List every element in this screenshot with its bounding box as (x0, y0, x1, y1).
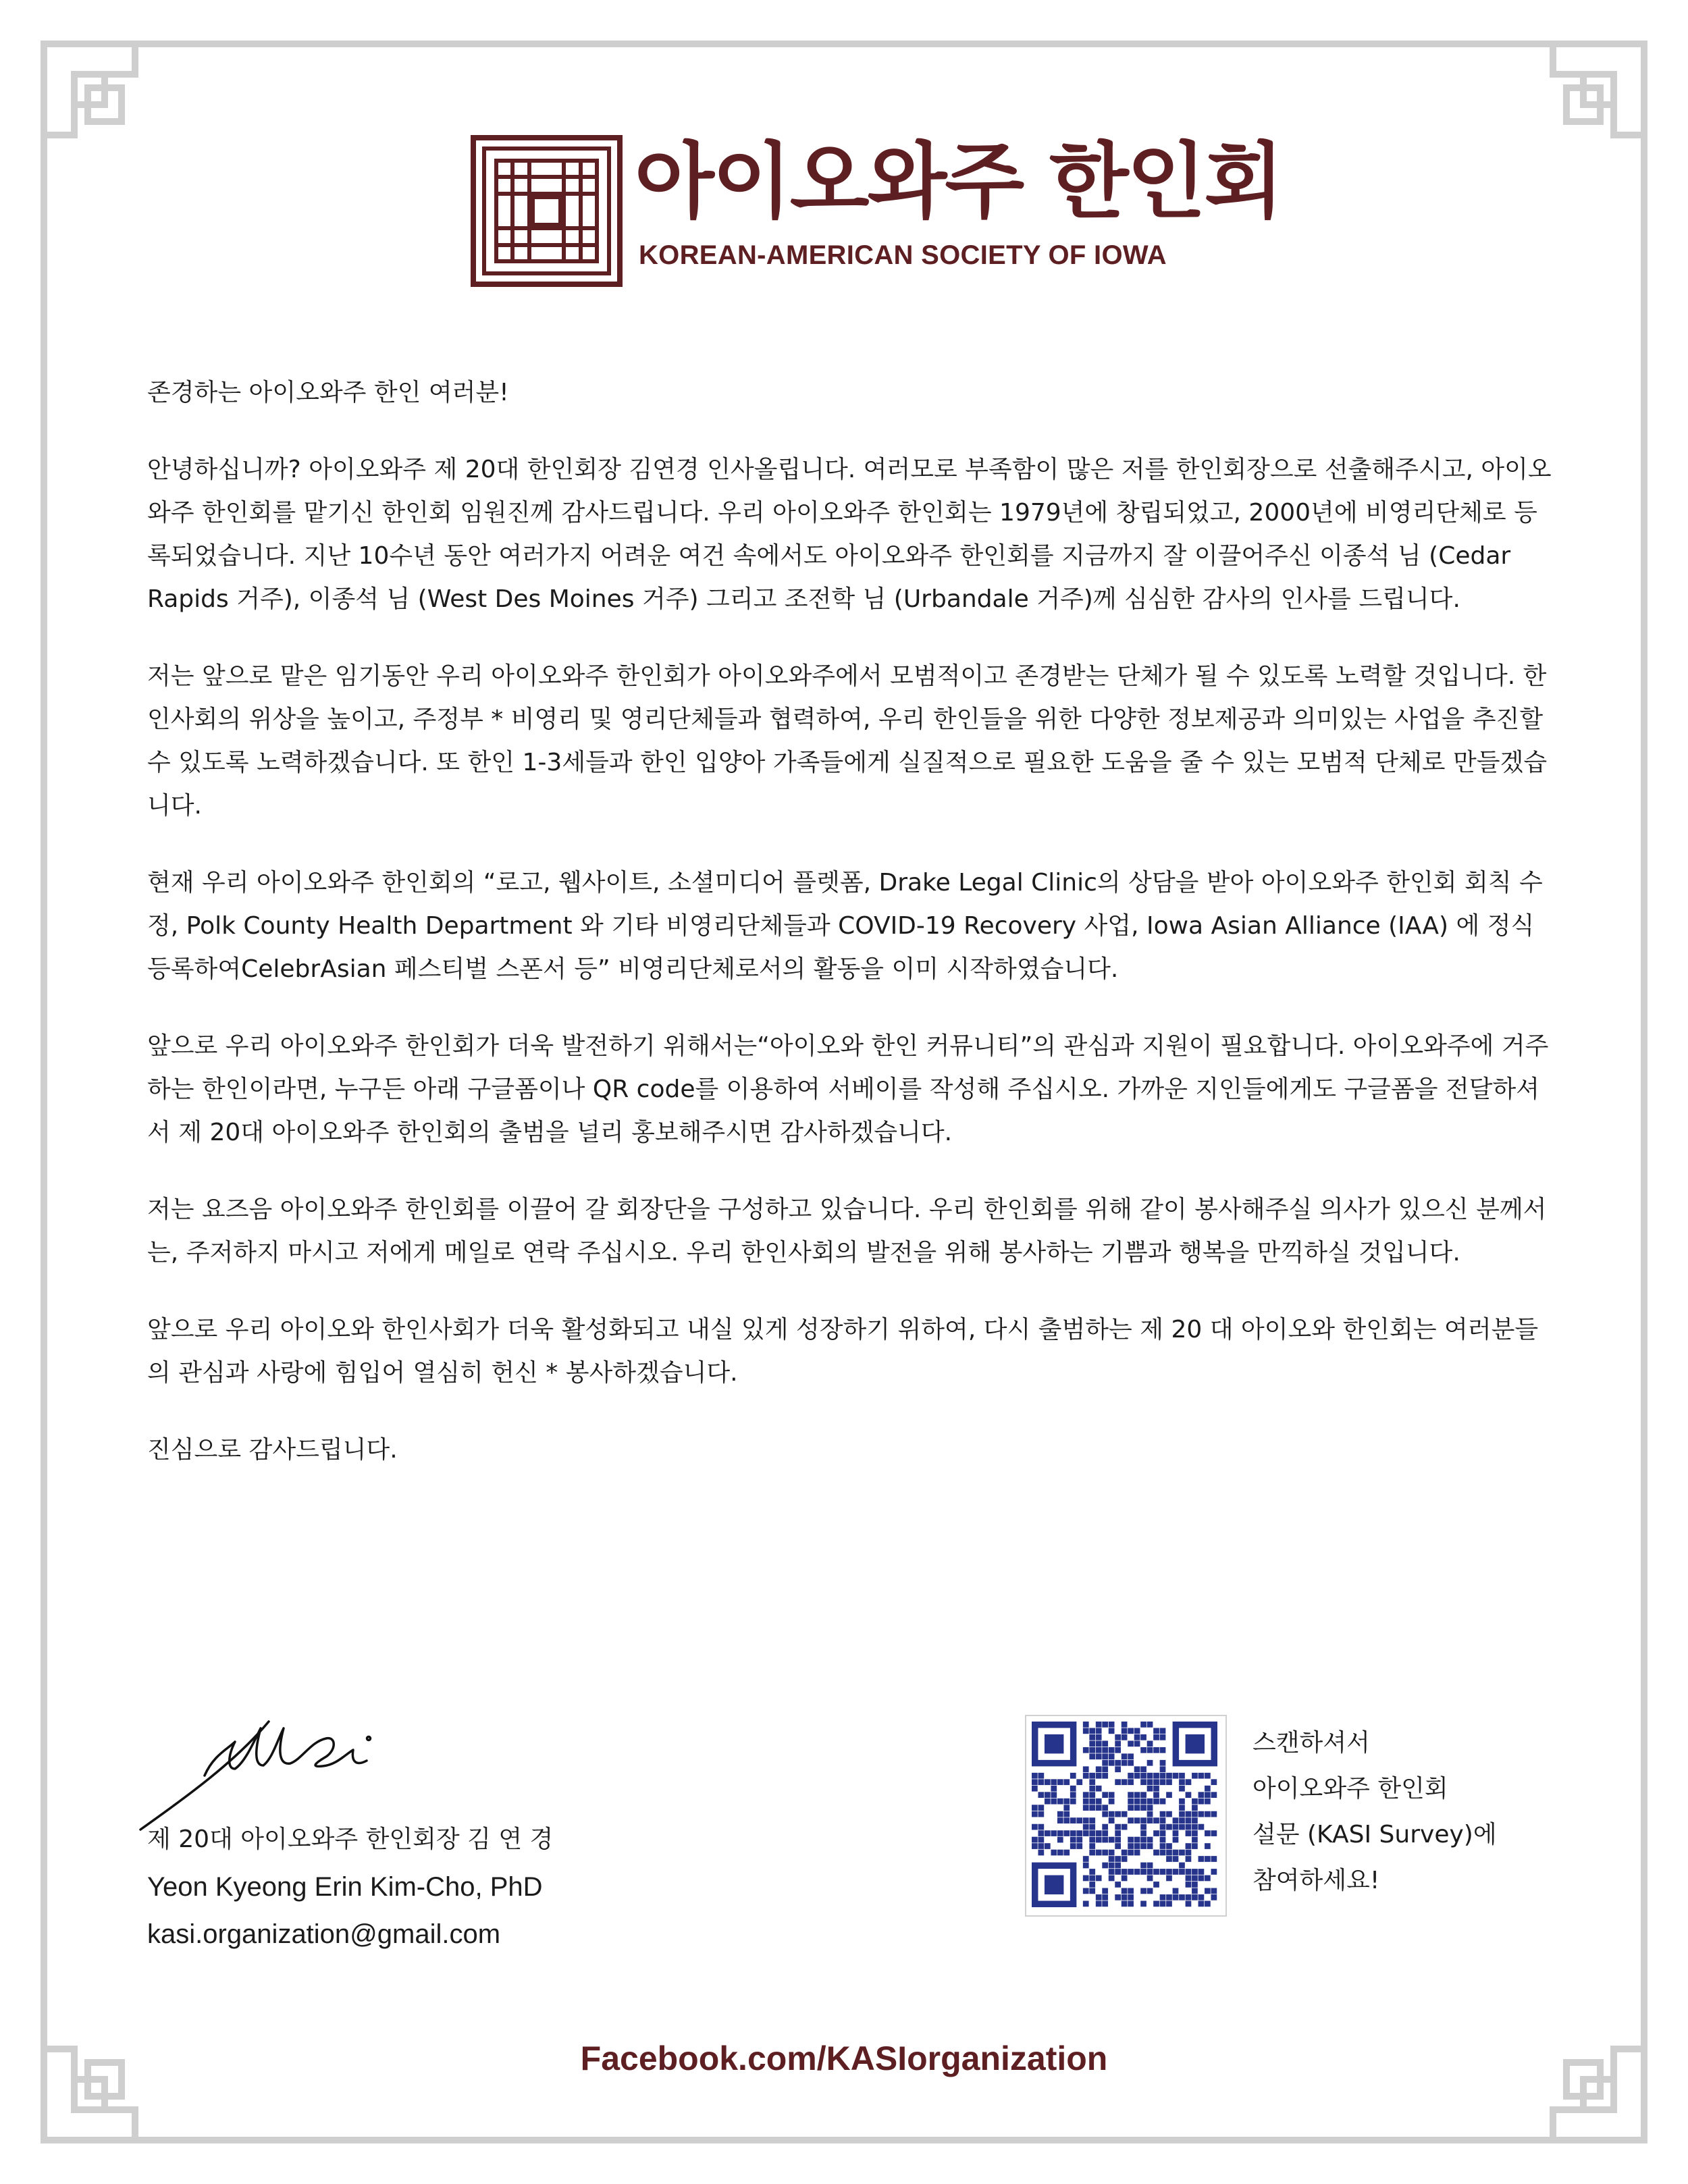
qr-caption-line: 스캔하셔서 (1252, 1729, 1370, 1757)
qr-caption-line: 아이오와주 한인회 (1252, 1775, 1448, 1803)
facebook-link[interactable]: Facebook.com/KASIorganization (580, 2040, 1108, 2077)
paragraph: 현재 우리 아이오와주 한인회의 “로고, 웹사이트, 소셜미디어 플렛폼, Drake Legal Clinic의 상담을 받아 아이오와주 한인회 회칙 수정, Polk County Health Department 와 기타 비영리단체들과 COVID-19 Recovery 사업, Iowa Asian Alliance (IAA) 에 정식 등록하여CelebrAsian 페스티벌 스폰서 등” 비영리단체로서의 활동을 이미 시작하였습니다. (147, 869, 1543, 983)
signer-name: Yeon Kyeong Erin Kim-Cho, PhD (147, 1872, 543, 1902)
org-name-korean: 아이오와주 한인회 (635, 134, 1282, 230)
org-name-english: KOREAN-AMERICAN SOCIETY OF IOWA (639, 240, 1167, 270)
qr-caption-line: 참여하세요! (1252, 1867, 1380, 1894)
paragraph: 저는 요즈음 아이오와주 한인회를 이끌어 갈 회장단을 구성하고 있습니다. 우리 한인회를 위해 같이 봉사해주실 의사가 있으신 분께서는, 주저하지 마시고 저에게 메일로 연락 주십시오. 우리 한인사회의 발전을 위해 봉사하는 기쁨과 행복을 만끽하실 것입니다. (147, 1196, 1547, 1267)
qr-caption (1252, 1720, 1497, 1904)
paragraph: 앞으로 우리 아이오와 한인사회가 더욱 활성화되고 내실 있게 성장하기 위하여, 다시 출범하는 제 20 대 아이오와 한인회는 여러분들의 관심과 사랑에 힘입어 열심히 헌신 * 봉사하겠습니다. (147, 1316, 1539, 1387)
signature-block (147, 1816, 553, 1958)
salutation: 존경하는 아이오와주 한인 여러분! (147, 379, 509, 406)
qr-caption-line: 설문 (KASI Survey)에 (1252, 1821, 1497, 1848)
paragraph: 앞으로 우리 아이오와주 한인회가 더욱 발전하기 위해서는“아이오와 한인 커뮤니티”의 관심과 지원이 필요합니다. 아이오와주에 거주하는 한인이라면, 누구든 아래 구글폼이나 QR code를 이용하여 서베이를 작성해 주십시오. 가까운 지인들에게도 구글폼을 전달하셔서 제 20대 아이오와주 한인회의 출범을 널리 홍보해주시면 감사하겠습니다. (147, 1032, 1549, 1146)
survey-qr-code[interactable] (1025, 1715, 1227, 1917)
qr-code-icon (1032, 1722, 1217, 1907)
paragraph: 안녕하십니까? 아이오와주 제 20대 한인회장 김연경 인사올립니다. 여러모로 부족함이 많은 저를 한인회장으로 선출해주시고, 아이오와주 한인회를 맡기신 한인회 임원진께 감사드립니다. 우리 아이오와주 한인회는 1979년에 창립되었고, 2000년에 비영리단체로 등록되었습니다. 지난 10수년 동안 여러가지 어려운 여건 속에서도 아이오와주 한인회를 지금까지 잘 이끌어주신 이종석 님 (Cedar Rapids 거주), 이종석 님 (West Des Moines 거주) 그리고 조전학 님 (Urbandale 거주)께 심심한 감사의 인사를 드립니다. (147, 456, 1552, 613)
signer-email[interactable]: kasi.organization@gmail.com (147, 1919, 501, 1949)
kasi-logo-icon (471, 135, 623, 287)
closing: 진심으로 감사드립니다. (147, 1436, 398, 1464)
letter-body (147, 371, 1552, 1506)
signer-title: 제 20대 아이오와주 한인회장 김 연 경 (147, 1826, 554, 1853)
paragraph: 저는 앞으로 맡은 임기동안 우리 아이오와주 한인회가 아이오와주에서 모범적이고 존경받는 단체가 될 수 있도록 노력할 것입니다. 한인사회의 위상을 높이고, 주정부 * 비영리 및 영리단체들과 협력하여, 우리 한인들을 위한 다양한 정보제공과 의미있는 사업을 추진할 수 있도록 노력하겠습니다. 또 한인 1-3세들과 한인 입양아 가족들에게 실질적으로 필요한 도움을 줄 수 있는 모범적 단체로 만들겠습니다. (147, 662, 1548, 820)
